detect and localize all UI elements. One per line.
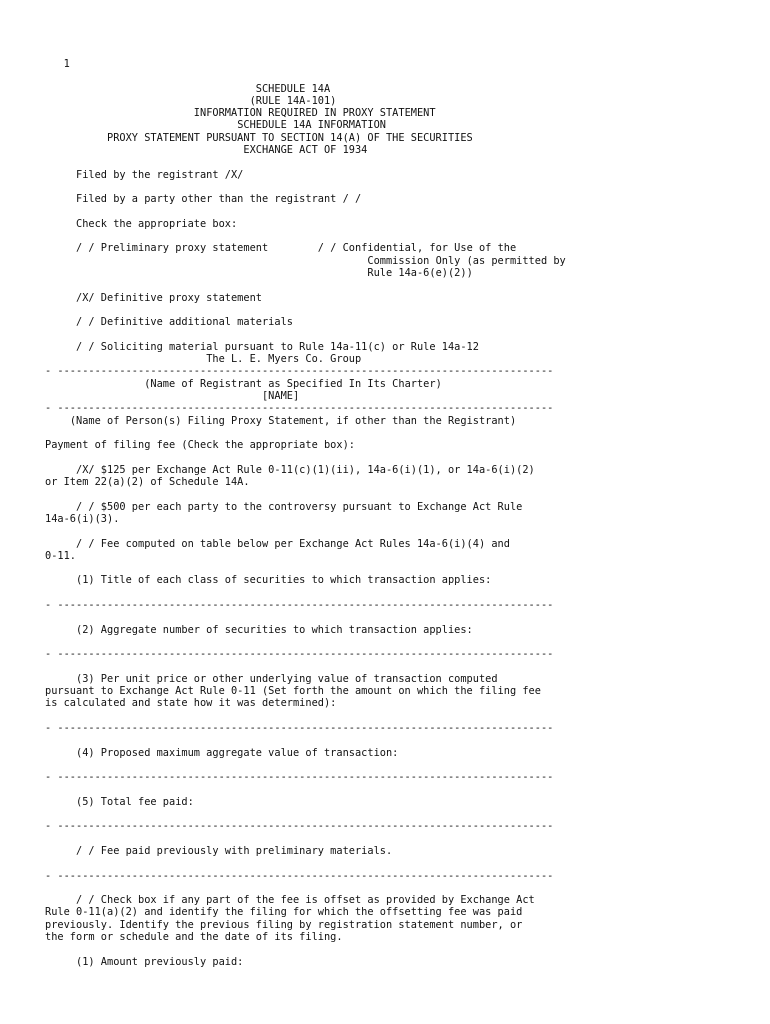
payment-heading: Payment of filing fee (Check the appropriate box): xyxy=(45,439,355,452)
offset-cont: previously. Identify the previous filing by registration statement number, or xyxy=(45,918,523,931)
filed-by-registrant xyxy=(45,169,566,181)
fee-500-cont: 14a-6(i)(3). xyxy=(45,512,120,525)
item-1-row xyxy=(45,574,566,586)
amount-prev-text: (1) Amount previously paid: xyxy=(76,955,244,968)
page-number: 1 xyxy=(63,58,70,70)
option-preliminary-row xyxy=(45,242,566,254)
offset-cont: the form or schedule and the date of its filing. xyxy=(45,931,343,944)
persons-caption-row xyxy=(45,415,566,427)
offset-text: / / Check box if any part of the fee is offset as provided by Exchange Act xyxy=(76,894,535,907)
option-preliminary: / / Preliminary proxy statement xyxy=(76,242,269,255)
fee-prev-text: / / Fee paid previously with preliminary materials. xyxy=(76,845,393,857)
option-confidential-line3: Rule 14a-6(e)(2)) xyxy=(367,267,473,280)
filed-by-other-text: Filed by a party other than the registrant / / xyxy=(76,193,362,206)
option-soliciting: / / Soliciting material pursuant to Rule 14a-11(c) or Rule 14a-12 xyxy=(76,340,479,353)
item-1-text: (1) Title of each class of securities to which transaction applies: xyxy=(76,574,492,587)
item-3-text: (3) Per unit price or other underlying value of transaction computed xyxy=(76,672,498,685)
option-definitive: /X/ Definitive proxy statement xyxy=(76,291,262,304)
option-confidential-cont xyxy=(45,267,566,279)
schedule-title: SCHEDULE 14A xyxy=(255,82,331,95)
header-line xyxy=(45,83,566,95)
header-exchange-act: EXCHANGE ACT OF 1934 xyxy=(243,144,368,157)
option-confidential-cont xyxy=(45,255,566,267)
divider-rule: - -------------------------------------------------------------------------------- xyxy=(45,722,554,735)
item-2-text: (2) Aggregate number of securities to which transaction applies: xyxy=(76,623,473,636)
name-placeholder-row xyxy=(45,390,566,402)
fee-prev-row xyxy=(45,845,566,857)
rule-reference: (RULE 14A-101) xyxy=(249,94,337,107)
fee-500-row xyxy=(45,501,566,513)
filed-by-other xyxy=(45,193,566,205)
option-confidential-line2: Commission Only (as permitted by xyxy=(367,254,566,267)
divider-rule: - -------------------------------------------------------------------------------- xyxy=(45,648,554,661)
option-additional-row xyxy=(45,316,566,328)
registrant-caption: (Name of Registrant as Specified In Its Charter) xyxy=(144,377,442,390)
item-3-cont: pursuant to Exchange Act Rule 0-11 (Set forth the amount on which the filing fee xyxy=(45,685,541,698)
item-4-text: (4) Proposed maximum aggregate value of transaction: xyxy=(76,746,399,759)
header-line xyxy=(45,119,566,131)
item-5-row xyxy=(45,796,566,808)
option-soliciting-row xyxy=(45,341,566,353)
filed-by-registrant-text: Filed by the registrant /X/ xyxy=(76,168,244,181)
option-definitive-row xyxy=(45,292,566,304)
divider-rule: - -------------------------------------------------------------------------------- xyxy=(45,869,554,882)
option-confidential: / / Confidential, for Use of the xyxy=(317,242,517,255)
item-4-row xyxy=(45,747,566,759)
registrant-name: The L. E. Myers Co. Group xyxy=(206,353,362,366)
header-line xyxy=(45,107,566,119)
divider-rule: - -------------------------------------------------------------------------------- xyxy=(45,402,554,415)
registrant-caption-row xyxy=(45,378,566,390)
option-additional: / / Definitive additional materials xyxy=(76,316,293,329)
fee-table-row xyxy=(45,538,566,550)
check-box-text: Check the appropriate box: xyxy=(76,217,238,230)
document-page xyxy=(45,58,566,968)
divider-rule: - -------------------------------------------------------------------------------- xyxy=(45,365,554,378)
header-line xyxy=(45,144,566,156)
offset-row xyxy=(45,894,566,906)
fee-table-cont: 0-11. xyxy=(45,549,76,562)
item-5-text: (5) Total fee paid: xyxy=(76,795,194,808)
fee-125-row xyxy=(45,464,566,476)
name-placeholder: [NAME] xyxy=(261,390,300,403)
fee-125-cont: or Item 22(a)(2) of Schedule 14A. xyxy=(45,476,250,489)
item-3-cont: is calculated and state how it was determined): xyxy=(45,697,337,710)
amount-prev-row xyxy=(45,956,566,968)
item-2-row xyxy=(45,624,566,636)
divider-rule: - -------------------------------------------------------------------------------- xyxy=(45,771,554,784)
persons-caption: (Name of Person(s) Filing Proxy Statement, if other than the Registrant) xyxy=(69,414,517,427)
header-info-required: INFORMATION REQUIRED IN PROXY STATEMENT xyxy=(193,107,436,120)
check-box-instruction xyxy=(45,218,566,230)
header-proxy-statement: PROXY STATEMENT PURSUANT TO SECTION 14(A) OF THE SECURITIES xyxy=(107,131,473,144)
fee-125-text: /X/ $125 per Exchange Act Rule 0-11(c)(1)(ii), 14a-6(i)(1), or 14a-6(i)(2) xyxy=(76,463,535,476)
header-line xyxy=(45,95,566,107)
offset-cont: Rule 0-11(a)(2) and identify the filing for which the offsetting fee was paid xyxy=(45,906,523,919)
fee-500-text: / / $500 per each party to the controversy pursuant to Exchange Act Rule xyxy=(76,500,523,513)
registrant-name-row xyxy=(45,353,566,365)
divider-rule: - -------------------------------------------------------------------------------- xyxy=(45,820,554,833)
item-3-row xyxy=(45,673,566,685)
fee-table-text: / / Fee computed on table below per Exchange Act Rules 14a-6(i)(4) and xyxy=(76,537,510,550)
page-number-row xyxy=(45,58,566,70)
divider-rule: - -------------------------------------------------------------------------------- xyxy=(45,599,554,612)
header-schedule-info: SCHEDULE 14A INFORMATION xyxy=(237,119,386,132)
header-line xyxy=(45,132,566,144)
